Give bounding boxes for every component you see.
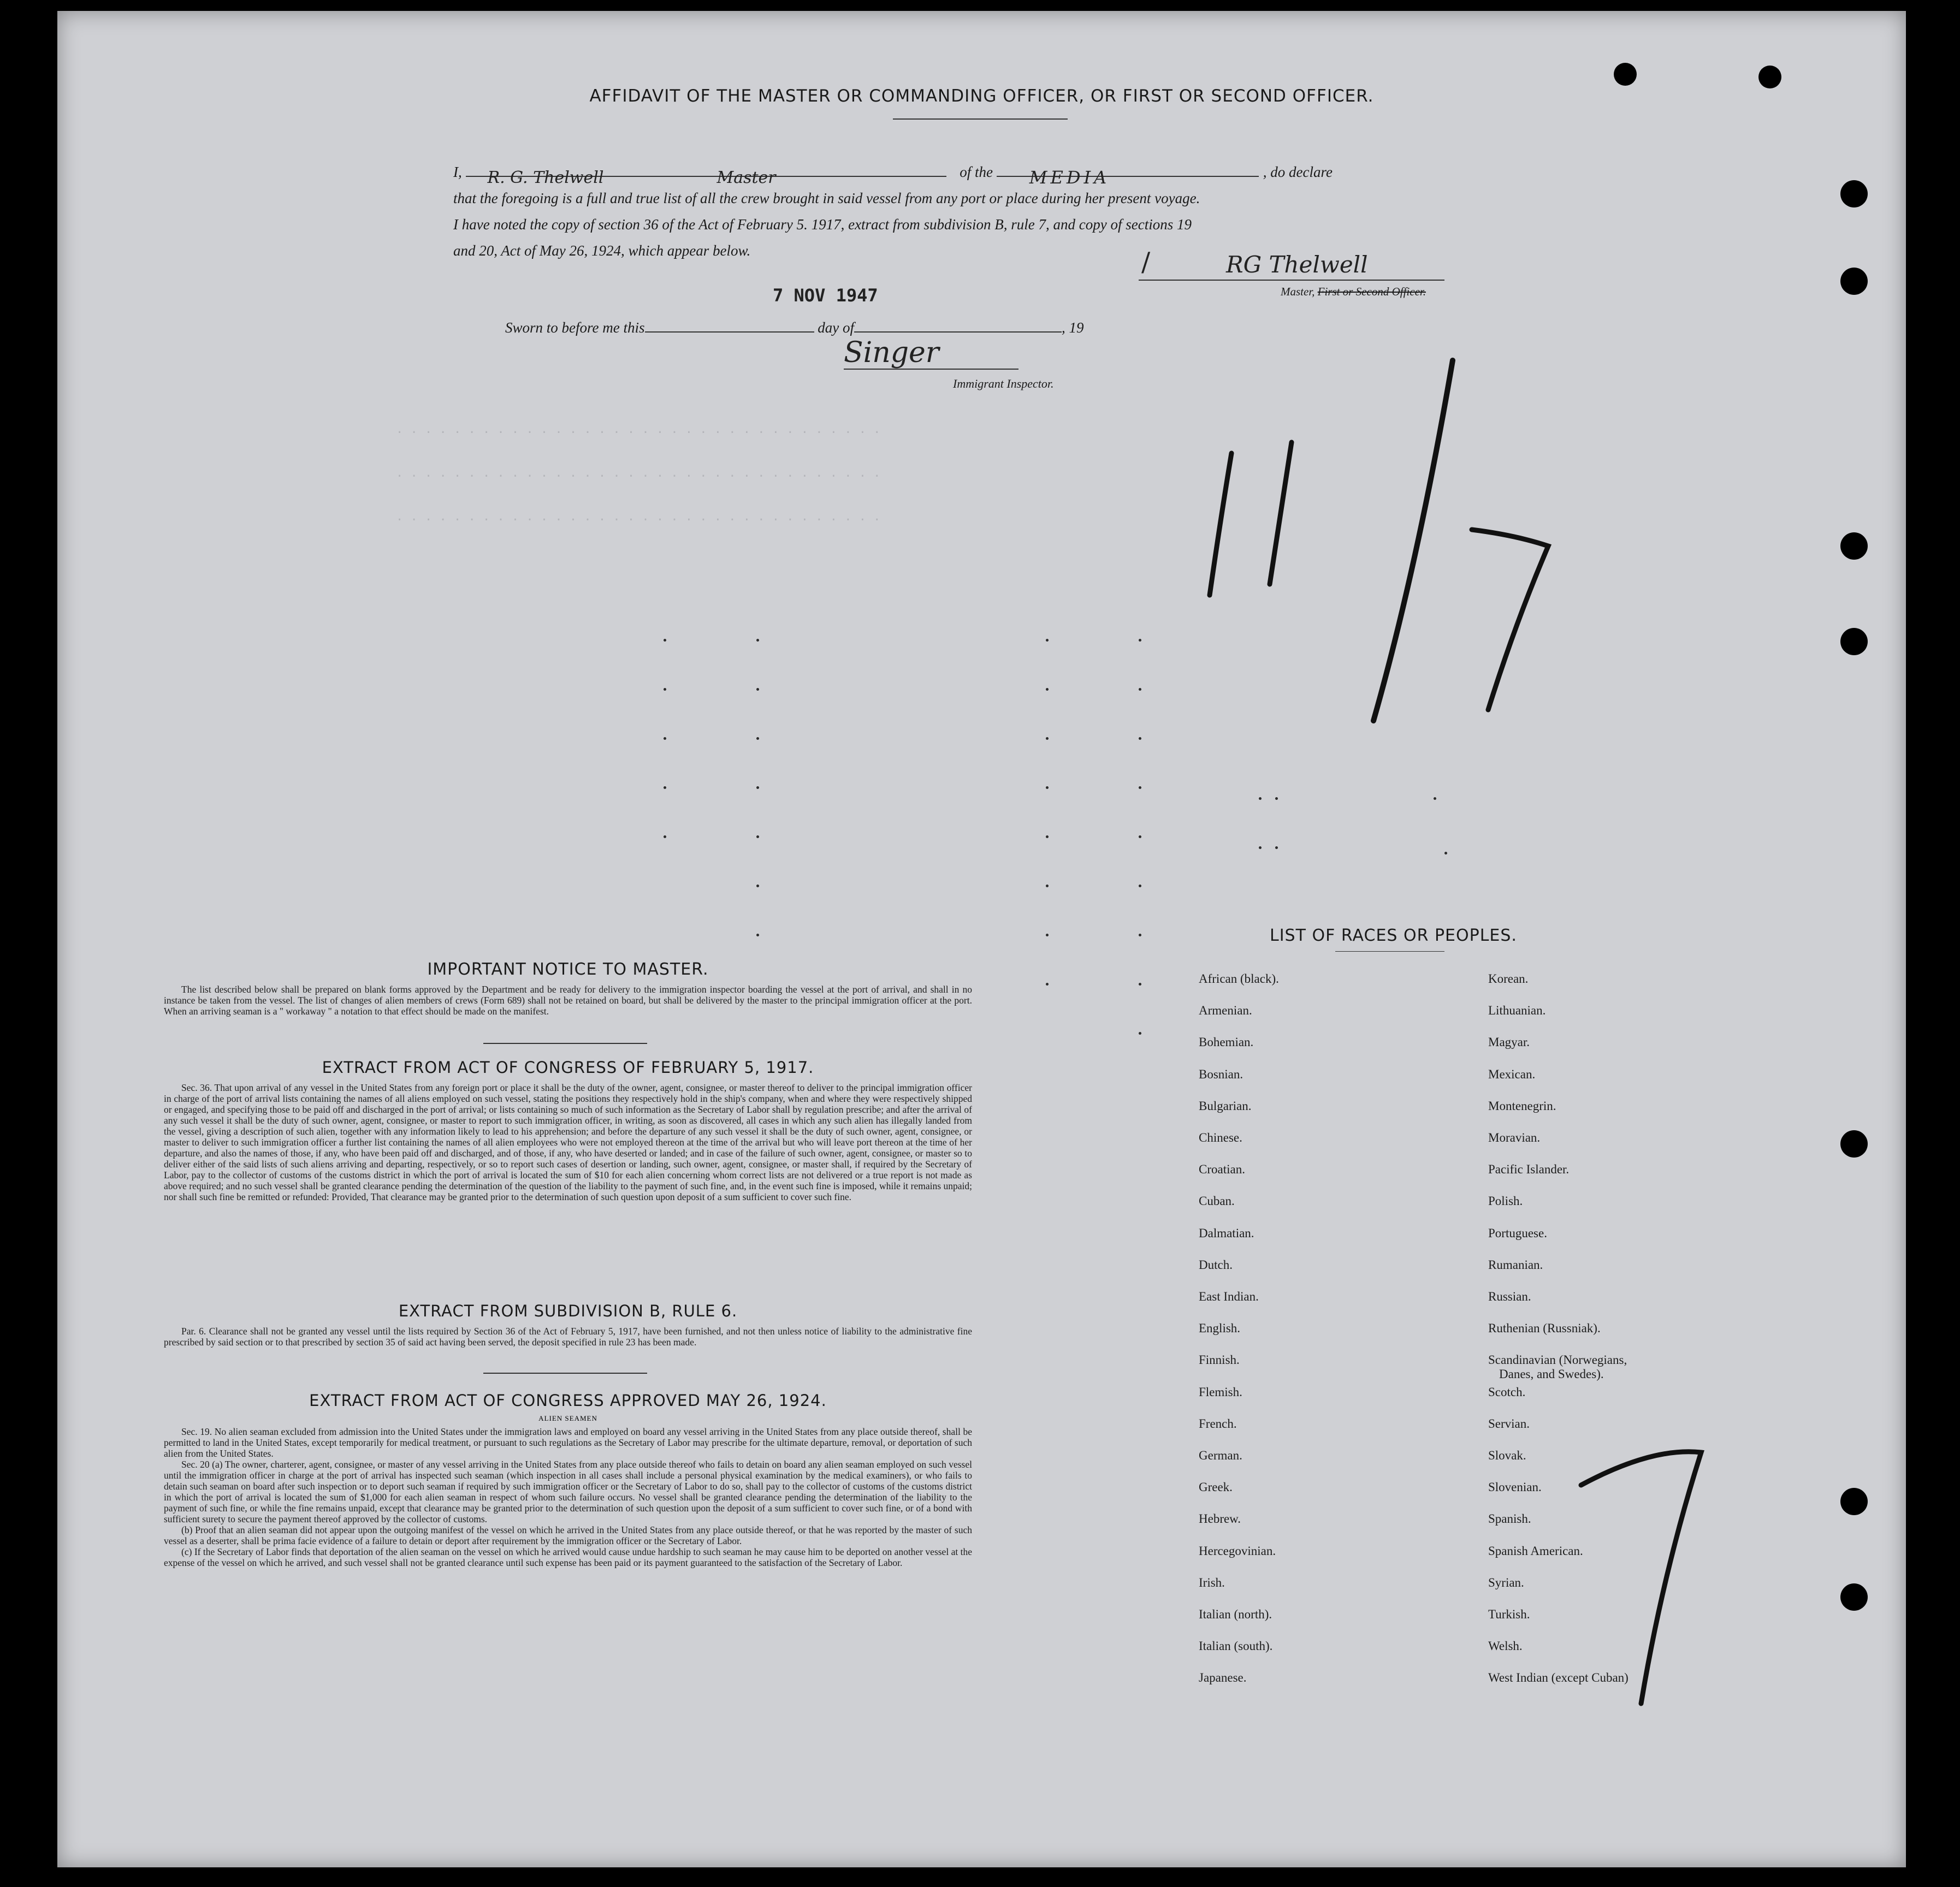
- race-left-21: Italian (south).: [1199, 1639, 1273, 1653]
- affidavit-line-1: I, R. G. Thelwell Master of the MEDIA , do declare: [453, 164, 1333, 188]
- race-right-7: Polish.: [1488, 1194, 1523, 1208]
- signer-role: Master, First or Second Officer.: [1281, 285, 1426, 298]
- handwritten-mark-11-7: [1177, 339, 1614, 753]
- race-left-5: Chinese.: [1199, 1131, 1242, 1144]
- race-right-2: Magyar.: [1488, 1035, 1530, 1049]
- race-left-9: Dutch.: [1199, 1257, 1233, 1272]
- document-sheet: [57, 11, 1906, 1867]
- affidavit-line-4: and 20, Act of May 26, 1924, which appear below.: [453, 242, 751, 259]
- inspector-label: Immigrant Inspector.: [953, 377, 1054, 390]
- master-name-field: [466, 168, 946, 187]
- punch-hole: [1840, 1488, 1868, 1515]
- race-right-1: Lithuanian.: [1488, 1004, 1546, 1018]
- bleed-through-text: · · · · · · · · · · · · · · · · · · · · · · · · · · · · · · · · · ·: [396, 470, 881, 483]
- race-left-17: Hebrew.: [1199, 1512, 1241, 1526]
- race-left-12: Finnish.: [1199, 1353, 1240, 1367]
- race-right-22: West Indian (except Cuban): [1488, 1671, 1629, 1685]
- subdivision-title: EXTRACT FROM SUBDIVISION B, RULE 6.: [398, 1302, 738, 1320]
- bleed-through-text: · · · · · · · · · · · · · · · · · · · · · · · · · · · · · · · · · ·: [396, 426, 881, 440]
- race-left-0: African (black).: [1199, 972, 1279, 986]
- race-right-17: Spanish.: [1488, 1512, 1531, 1526]
- races-title: LIST OF RACES OR PEOPLES.: [1270, 926, 1517, 945]
- punch-hole: [1840, 180, 1868, 207]
- punch-hole: [1840, 1583, 1868, 1611]
- extract-1917-title: EXTRACT FROM ACT OF CONGRESS OF FEBRUARY 5, 1917.: [322, 1058, 814, 1077]
- punch-hole: [1758, 66, 1781, 88]
- race-right-20: Turkish.: [1488, 1607, 1530, 1621]
- notice-text: The list described below shall be prepared on blank forms approved by the Department and be ready for delivery to the immigration inspector boarding the vessel at the port of arrival, and shall in no instance be taken from the vessel. The list of changes of alien members of crews (Form 689) shall not be retained on board, but shall be delivered by the master to the principal immigration officer at the port. When an arriving seaman is a " workaway " a notation to that effect should be made on the manifest.: [164, 984, 972, 1017]
- sworn-line: Sworn to before me this day of , 19: [505, 319, 1084, 336]
- master-rank-hand: Master: [717, 168, 776, 187]
- race-left-8: Dalmatian.: [1199, 1226, 1254, 1240]
- bleed-through-text: · · · · · · · · · · · · · · · · · · · · · · · · · · · · · · · · · ·: [396, 513, 881, 527]
- race-right-21: Welsh.: [1488, 1639, 1523, 1653]
- race-left-19: Irish.: [1199, 1575, 1225, 1589]
- race-left-20: Italian (north).: [1199, 1607, 1272, 1621]
- race-left-14: French.: [1199, 1416, 1237, 1431]
- race-right-11: Ruthenian (Russniak).: [1488, 1321, 1601, 1336]
- master-name-hand: R. G. Thelwell: [487, 168, 604, 187]
- race-right-10: Russian.: [1488, 1290, 1531, 1303]
- race-left-1: Armenian.: [1199, 1004, 1252, 1018]
- race-right-12: Scandinavian (Norwegians,: [1488, 1353, 1627, 1367]
- notice-title: IMPORTANT NOTICE TO MASTER.: [427, 960, 709, 979]
- extract-1917-text: Sec. 36. That upon arrival of any vessel in the United States from any foreign port or place it shall be the duty of the owner, agent, consignee, or master thereof to deliver to the principal immigration officer in charge of the port of arrival lists containing the names of all aliens employed on such vessel, stating the positions they respectively hold in the ship's company, when and where they were respectively shipped or engaged, and specifying those to be paid off and discharged in the port of arrival; or lists containing so much of such information as the Secretary of Labor shall by regulation prescribe; and after the arrival of any such vessel it shall be the duty of such owner, agent, consignee, or master to report to such immigration officer, in writing, as soon as discovered, all cases in which any such alien has illegally landed from the vessel, giving a description of such alien, together with any information likely to lead to his apprehension; and before the departure of any such vessel it shall be the duty of such owner, agent, consignee, or master to deliver to such immigration officer a further list containing the names of all alien employees who were not employed thereon at the time of the arrival but who will leave port thereon at the time of her departure, and also the names of those, if any, who have been paid off and discharged, and of those, if any, who have deserted or landed; and in case of the failure of such owner, agent, consignee, or master so to deliver either of the said lists of such aliens arriving and departing, respectively, or so to report such cases of desertion or landing, such owner, agent, consignee, or master shall, if required by the Secretary of Labor, pay to the collector of customs of the customs district in which the port of arrival is located the sum of $10 for each alien concerning whom correct lists are not delivered or a true report is not made as above required; and no such vessel shall be granted clearance pending the determination of the question of the liability to the payment of such fine, and, in the event such fine is imposed, while it remains unpaid; nor shall such fine be remitted or refunded: Provided, That clearance may be granted prior to the determination of such question upon deposit of a sum sufficient to cover such fine.: [164, 1082, 972, 1202]
- race-left-22: Japanese.: [1199, 1671, 1247, 1685]
- race-left-10: East Indian.: [1199, 1290, 1259, 1303]
- punch-hole: [1614, 63, 1637, 86]
- extract-1924-subtitle: ALIEN SEAMEN: [538, 1414, 597, 1422]
- punch-hole: [1840, 628, 1868, 655]
- affidavit-line-2: that the foregoing is a full and true list of all the crew brought in said vessel from any port or place during her present voyage.: [453, 190, 1200, 206]
- handwritten-seven: [1565, 1431, 1783, 1714]
- race-right-4: Montenegrin.: [1488, 1099, 1556, 1113]
- extract-1924-title: EXTRACT FROM ACT OF CONGRESS APPROVED MAY 26, 1924.: [309, 1391, 827, 1410]
- vessel-name-field: [997, 167, 1259, 188]
- race-right-18: Spanish American.: [1488, 1544, 1583, 1558]
- subdivision-text: Par. 6. Clearance shall not be granted any vessel until the lists required by Section 36 of the Act of February 5, 1917, have been furnished, and not then unless notice of liability to the administrative fine prescribed by said section or to that prescribed by section 35 of said act having been served, the deposit specified in rule 23 has been made.: [164, 1326, 972, 1348]
- extract-1924-text: Sec. 19. No alien seaman excluded from admission into the United States under the immigration laws and employed on board any vessel arriving in the United States from any place outside thereof, shall be permitted to land in the United States, except temporarily for medical treatment, or pursuant to such regulations as the Secretary of Labor may prescribe for the ultimate departure, removal, or deportation of such alien from the United States. Sec. 20 (a) The owner, charterer, agent, consignee, or master of any vessel arriving in the United States from any place outside thereof who fails to detain on board any alien seaman employed on such vessel until the immigration officer in charge at the port of arrival has inspected such seaman (which inspection in all cases shall include a personal physical examination by the medical examiners), or who fails to detain such seaman on board after such inspection or to deport such seaman if required by such immigration officer or the Secretary of Labor to do so, shall pay to the collector of customs of the customs district in which the port of arrival is located the sum of $1,000 for each alien seaman in respect of whom such failure occurs. No vessel shall be granted clearance pending the determination of the liability to the payment of such fine, or while the fine remains unpaid, except that clearance may be granted prior to the determination of such question upon the deposit of a sum sufficient to cover such fine, or of a bond with sufficient surety to secure the payment thereof approved by the collector of customs. (b) Proof that an alien seaman did not appear upon the outgoing manifest of the vessel on which he arrived in the United States from any place outside thereof, or that he was reported by the master of such vessel as a deserter, shall be prima facie evidence of a failure to detain or deport after requirement by the immigration officer or the Secretary of Labor. (c) If the Secretary of Labor finds that deportation of the alien seaman on the vessel on which he arrived would cause undue hardship to such seaman he may cause him to be deported on another vessel at the expense of the vessel on which he arrived, and such vessel shall not be granted clearance until such expense has been paid or its payment guaranteed to the satisfaction of the Secretary of Labor.: [164, 1426, 972, 1568]
- race-left-3: Bosnian.: [1199, 1067, 1243, 1081]
- inspector-signature: Singer: [844, 336, 939, 369]
- affidavit-title: AFFIDAVIT OF THE MASTER OR COMMANDING OFFICER, OR FIRST OR SECOND OFFICER.: [589, 86, 1374, 106]
- race-right-15: Slovak.: [1488, 1449, 1526, 1462]
- master-signature: RG Thelwell: [1226, 251, 1368, 278]
- race-right-5: Moravian.: [1488, 1131, 1541, 1144]
- race-left-6: Croatian.: [1199, 1162, 1245, 1177]
- race-right-9: Rumanian.: [1488, 1257, 1543, 1272]
- punch-hole: [1840, 1130, 1868, 1158]
- race-left-2: Bohemian.: [1199, 1035, 1254, 1049]
- race-right-3: Mexican.: [1488, 1067, 1536, 1081]
- affidavit-line-3: I have noted the copy of section 36 of the Act of February 5. 1917, extract from subdivision B, rule 7, and copy of sections 19: [453, 216, 1192, 233]
- race-right-14: Servian.: [1488, 1416, 1530, 1431]
- date-stamp: 7 NOV 1947: [773, 285, 878, 306]
- race-left-7: Cuban.: [1199, 1194, 1235, 1208]
- punch-hole: [1840, 532, 1868, 560]
- race-left-11: English.: [1199, 1321, 1241, 1336]
- race-left-15: German.: [1199, 1449, 1242, 1462]
- race-left-16: Greek.: [1199, 1480, 1233, 1494]
- vessel-name-hand: MEDIA: [1029, 167, 1110, 188]
- race-left-18: Hercegovinian.: [1199, 1544, 1276, 1558]
- race-right-13: Scotch.: [1488, 1385, 1526, 1399]
- race-left-4: Bulgarian.: [1199, 1099, 1252, 1113]
- signature-tick: /: [1141, 247, 1151, 277]
- race-right-6: Pacific Islander.: [1488, 1162, 1570, 1177]
- race-left-13: Flemish.: [1199, 1385, 1242, 1399]
- race-right-8: Portuguese.: [1488, 1226, 1547, 1240]
- race-scandinavian-continued: Danes, and Swedes).: [1499, 1367, 1604, 1381]
- race-right-16: Slovenian.: [1488, 1480, 1542, 1494]
- race-right-19: Syrian.: [1488, 1575, 1524, 1589]
- punch-hole: [1840, 268, 1868, 295]
- race-right-0: Korean.: [1488, 972, 1529, 986]
